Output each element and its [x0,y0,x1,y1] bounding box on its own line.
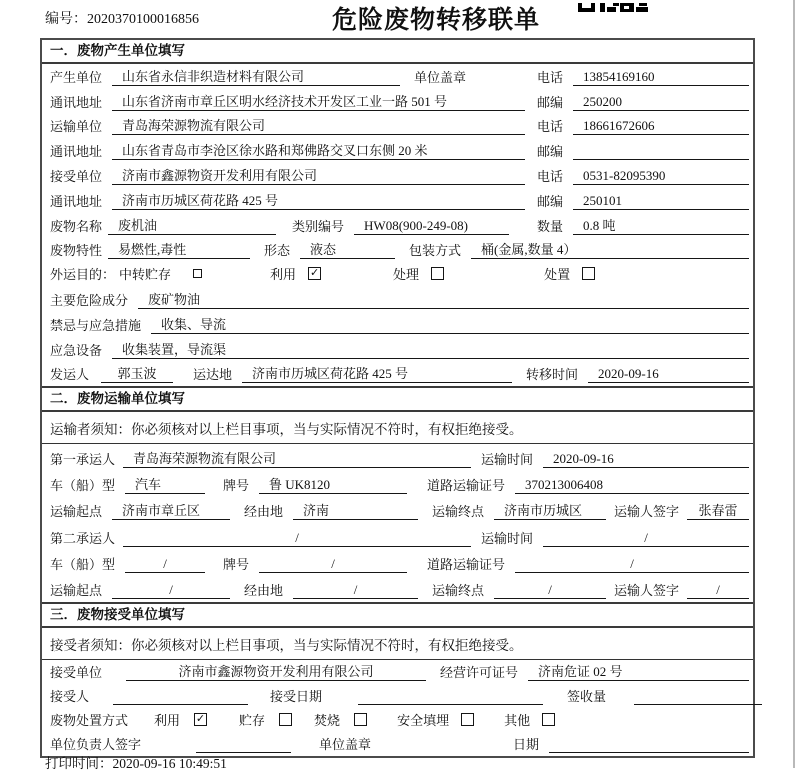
plate2-label: 牌号 [223,556,250,572]
disposal-option-other-label: 其他 [504,712,531,728]
transport-time1-label: 运输时间 [481,451,534,467]
checkbox-transfer-storage [193,269,202,278]
waste-name-value: 废机油 [108,215,276,235]
receiver-unit-value: 济南市鑫源物资开发利用有限公司 [112,165,525,185]
origin1-label: 运输起点 [50,504,103,520]
transporter-unit-value: 青岛海荣源物流有限公司 [112,115,525,135]
vehicle1-type-value: 汽车 [125,474,205,494]
section3-header: 三．废物接受单位填写 [42,602,753,628]
manager-sign-label: 单位负责人签字 [50,737,142,753]
print-time-value: 2020-09-16 10:49:51 [112,756,227,771]
receiver-unit-label: 接受单位 [50,168,103,184]
serial-number-value: 2020370100016856 [87,12,199,27]
zip3-value: 250101 [573,193,749,210]
road-permit1-value: 370213006408 [515,477,749,494]
carrier-sign2-value: / [687,582,749,599]
form-table [40,38,755,758]
hazard-component-label: 主要危险成分 [50,292,129,308]
vehicle2-type-value: / [125,556,205,573]
checkbox-utilize: ✓ [309,266,320,280]
address2-value: 山东省青岛市李沧区徐水路和郑佛路交叉口东侧 20 米 [112,140,525,160]
row-receiver [42,163,753,188]
window-edge [793,0,795,768]
accept-unit-label: 接受单位 [50,665,103,681]
phone3-label: 电话 [537,168,564,184]
accept-date-value [358,689,543,705]
end1-label: 运输终点 [432,504,485,520]
license-label: 经营许可证号 [440,665,519,681]
taboo-measures-label: 禁忌与应急措施 [50,317,142,333]
via2-label: 经由地 [244,583,284,599]
purpose-option-utilize-label: 利用 [270,267,297,283]
phone3-value: 0531-82095390 [573,168,749,185]
accept-unit-value: 济南市鑫源物资开发利用有限公司 [126,661,426,681]
checkbox-incinerate [354,713,367,726]
row-hazard-component [42,287,753,312]
row-route2 [42,576,753,602]
origin2-value: / [112,582,230,599]
acceptor-label: 接受人 [50,689,90,705]
unit-seal-label: 单位盖章 [414,69,467,85]
transfer-time-value: 2020-09-16 [588,366,749,383]
packing-label: 包装方式 [409,243,462,259]
row-transfer-purpose [42,262,753,287]
origin1-value: 济南市章丘区 [112,500,230,520]
plate2-value: / [259,556,407,573]
row-disposal-method [42,708,753,732]
end1-value: 济南市历城区 [494,500,606,520]
zip1-value: 250200 [573,94,749,111]
address3-value: 济南市历城区荷花路 425 号 [112,190,525,210]
destination-value: 济南市历城区荷花路 425 号 [242,363,512,383]
row-shipper [42,362,753,387]
receiver-notice: 接受者须知：你必须核对以上栏目事项，当与实际情况不符时，有权拒绝接受。 [42,628,753,660]
purpose-label: 外运目的： [50,267,116,283]
waste-character-label: 废物特性 [50,243,103,259]
row-carrier1 [42,444,753,470]
hazard-component-value: 废矿物油 [138,289,749,309]
row-producer-address [42,89,753,114]
destination-label: 运达地 [193,367,233,383]
via1-label: 经由地 [244,504,284,520]
row-route1 [42,497,753,523]
page-title: 危险废物转移联单 [331,6,540,34]
checkbox-other [542,713,555,726]
row-transporter [42,114,753,139]
accept-date-label: 接受日期 [270,689,323,705]
form-state-value: 液态 [300,239,395,259]
carrier-sign1-value: 张春雷 [687,500,749,520]
vehicle2-type-label: 车（船）型 [50,556,116,572]
category-code-value: HW08(900-249-08) [354,218,509,235]
emergency-equipment-value: 收集装置，导流渠 [112,339,749,359]
section1-header: 一．废物产生单位填写 [42,40,753,64]
date-label: 日期 [512,737,539,753]
address3-label: 通讯地址 [50,193,103,209]
transporter-notice: 运输者须知：你必须核对以上栏目事项，当与实际情况不符时，有权拒绝接受。 [42,412,753,444]
receipt-qty-value [634,689,762,705]
disposal-option-incinerate-label: 焚烧 [314,712,341,728]
waste-name-label: 废物名称 [50,218,103,234]
transport-time2-value: / [543,530,749,547]
row-accept-unit [42,660,753,684]
address2-label: 通讯地址 [50,144,103,160]
checkbox-treat [431,267,444,280]
row-carrier2 [42,523,753,549]
transport-time1-value: 2020-09-16 [543,451,749,468]
via2-value: / [293,582,418,599]
carrier2-label: 第二承运人 [50,530,116,546]
purpose-option-dispose-label: 处置 [544,267,571,283]
road-permit2-value: / [515,556,749,573]
manager-sign-value [196,737,291,753]
row-transporter-address [42,138,753,163]
zip1-label: 邮编 [537,94,564,110]
plate1-value: 鲁 UK8120 [259,474,407,494]
address1-value: 山东省济南市章丘区明水经济技术开发区工业一路 501 号 [112,91,525,111]
disposal-option-utilize-label: 利用 [154,712,181,728]
packing-value: 桶(金属,数量 4） [471,239,749,259]
carrier1-value: 青岛海荣源物流有限公司 [123,448,471,468]
row-producer [42,64,753,89]
vehicle1-type-label: 车（船）型 [50,477,116,493]
phone2-label: 电话 [537,119,564,135]
end2-value: / [494,582,606,599]
phone1-value: 13854169160 [573,69,749,86]
checkbox-dispose [582,267,595,280]
section2-header: 二．废物运输单位填写 [42,386,753,412]
carrier1-label: 第一承运人 [50,451,116,467]
road-permit1-label: 道路运输证号 [427,477,506,493]
shipper-label: 发运人 [50,367,90,383]
zip2-value [573,144,749,160]
disposal-option-landfill-label: 安全填埋 [397,712,450,728]
emergency-equipment-label: 应急设备 [50,342,103,358]
shipper-value: 郭玉波 [101,363,173,383]
carrier-sign1-label: 运输人签字 [614,504,680,520]
address1-label: 通讯地址 [50,94,103,110]
row-acceptor [42,684,753,708]
print-time [45,752,227,772]
print-time-label: 打印时间： [45,756,113,771]
checkbox-store [279,713,292,726]
transfer-time-label: 转移时间 [526,367,579,383]
disposal-method-label: 废物处置方式 [50,712,129,728]
waste-character-value: 易燃性,毒性 [108,239,250,259]
row-taboo-measures [42,312,753,337]
transporter-unit-label: 运输单位 [50,119,103,135]
row-waste-name [42,213,753,238]
category-code-label: 类别编号 [292,218,345,234]
producer-unit-value: 山东省永信非织造材料有限公司 [112,66,400,86]
form-state-label: 形态 [264,243,291,259]
checkbox-landfill [461,713,474,726]
receipt-qty-label: 签收量 [567,689,607,705]
qr-code-fragment [578,0,650,10]
purpose-option-transfer-storage-label: 中转贮存 [119,267,172,283]
zip3-label: 邮编 [537,193,564,209]
row-emergency-equipment [42,337,753,362]
quantity-label: 数量 [537,218,564,234]
quantity-value: 0.8 吨 [573,215,749,235]
disposal-option-store-label: 贮存 [239,712,266,728]
purpose-option-treat-label: 处理 [393,267,420,283]
row-vehicle1 [42,471,753,497]
serial-number-label: 编号： [45,12,87,27]
producer-unit-label: 产生单位 [50,69,103,85]
road-permit2-label: 道路运输证号 [427,556,506,572]
zip2-label: 邮编 [537,144,564,160]
transport-time2-label: 运输时间 [481,530,534,546]
taboo-measures-value: 收集、导流 [151,314,749,334]
row-vehicle2 [42,550,753,576]
checkbox-utilize-2: ✓ [195,711,206,725]
carrier2-value: / [123,530,471,547]
carrier-sign2-label: 运输人签字 [614,583,680,599]
phone1-label: 电话 [537,69,564,85]
row-waste-character [42,238,753,263]
date-value [549,737,749,753]
via1-value: 济南 [293,500,418,520]
phone2-value: 18661672606 [573,118,749,135]
row-receiver-address [42,188,753,213]
unit-seal2-label: 单位盖章 [319,737,372,753]
license-value: 济南危证 02 号 [528,661,749,681]
plate1-label: 牌号 [223,477,250,493]
acceptor-value [113,689,248,705]
end2-label: 运输终点 [432,583,485,599]
origin2-label: 运输起点 [50,583,103,599]
